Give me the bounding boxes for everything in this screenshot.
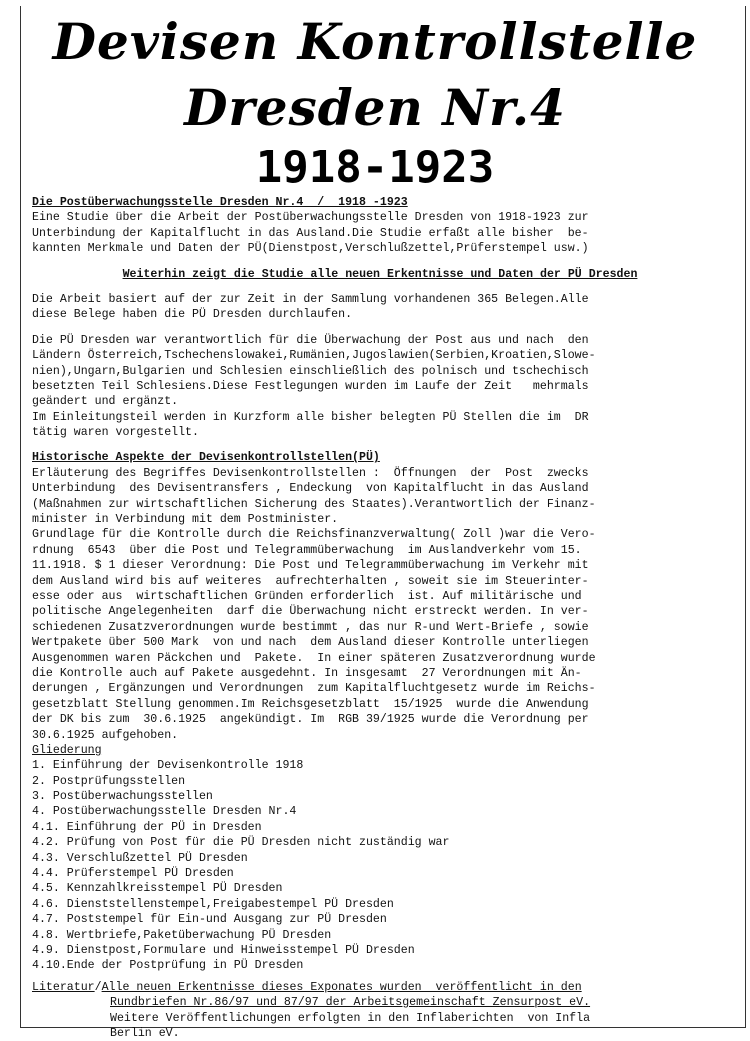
- text-line: kannten Merkmale und Daten der PÜ(Dienstpost,Verschlußzettel,Prüferstempel usw.): [32, 242, 589, 256]
- list-item: 2. Postprüfungsstellen: [32, 774, 186, 788]
- header-title-line1: Devisen Kontrollstelle: [52, 12, 698, 71]
- list-item: 4.10.Ende der Postprüfung in PÜ Dresden: [32, 959, 304, 973]
- list-item: 4.1. Einführung der PÜ in Dresden: [32, 820, 262, 834]
- list-item: 4.9. Dienstpost,Formulare und Hinweisstempel PÜ Dresden: [32, 943, 415, 957]
- literatur-line: Weitere Veröffentlichungen erfolgten in den Inflaberichten von Infla: [110, 1011, 591, 1025]
- document-body: [32, 195, 728, 1041]
- list-item: 3. Postüberwachungsstellen: [32, 790, 213, 804]
- section1-title: Die Postüberwachungsstelle Dresden Nr.4 / 1918 -1923: [32, 196, 408, 209]
- text-line: Die PÜ Dresden war verantwortlich für die Überwachung der Post aus und nach den: [32, 333, 589, 347]
- text-line: Grundlage für die Kontrolle durch die Reichsfinanzverwaltung( Zoll )war die Vero-: [32, 528, 596, 542]
- literatur-block: Literatur/Alle neuen Erkentnisse dieses Exponates wurden veröffentlicht in den Rundbriefen Nr.86/97 und 87/97 der Arbeitsgemeinschaft Zensurpost eV. Weitere Veröffentlichungen erfolgten in den Inflaberichten von Infla Berlin eV.: [32, 980, 728, 1041]
- list-item: 4.5. Kennzahlkreisstempel PÜ Dresden: [32, 882, 283, 896]
- text-line: diese Belege haben die PÜ Dresden durchlaufen.: [32, 308, 353, 322]
- list-item: 4.4. Prüferstempel PÜ Dresden: [32, 867, 234, 881]
- text-line: dem Ausland wird bis auf weiteres aufrechterhalten , soweit sie im Steuerinter-: [32, 574, 589, 588]
- text-line: Ausgenommen waren Päckchen und Pakete. In einer späteren Zusatzverordnung wurde: [32, 651, 596, 665]
- text-line: nien),Ungarn,Bulgarien und Schlesien einschließlich des polnisch und tschechisch: [32, 364, 589, 378]
- text-line: 11.1918. $ 1 dieser Verordnung: Die Post und Telegrammüberwachung im Verkehr mit: [32, 559, 589, 573]
- literatur-line: Alle neuen Erkentnisse dieses Exponates wurden veröffentlicht in den: [101, 980, 582, 994]
- list-item: 4.6. Dienststellenstempel,Freigabestempel PÜ Dresden: [32, 897, 394, 911]
- literatur-line: Rundbriefen Nr.86/97 und 87/97 der Arbeitsgemeinschaft Zensurpost eV.: [110, 996, 591, 1010]
- text-line: politische Angelegenheiten darf die Überwachung nicht erstreckt werden. In ver-: [32, 605, 589, 619]
- text-line: schiedenen Zusatzverordnungen wurde bestimmt , das nur R-und Wert-Briefe , sowie: [32, 620, 589, 634]
- text-line: der DK bis zum 30.6.1925 angekündigt. Im RGB 39/1925 wurde die Verordnung per: [32, 713, 589, 727]
- text-line: die Kontrolle auch auf Pakete ausgedehnt. In insgesamt 27 Verordnungen mit Än-: [32, 666, 582, 680]
- highlight-line: Weiterhin zeigt die Studie alle neuen Erkentnisse und Daten der PÜ Dresden: [122, 267, 638, 281]
- text-line: geändert und ergänzt.: [32, 395, 179, 409]
- text-line: Im Einleitungsteil werden in Kurzform alle bisher belegten PÜ Stellen die im DR: [32, 410, 589, 424]
- text-line: Eine Studie über die Arbeit der Postüberwachungsstelle Dresden von 1918-1923 zur: [32, 211, 589, 225]
- gliederung-list: [32, 758, 728, 973]
- text-line: Wertpakete über 500 Mark von und nach dem Ausland dieser Kontrolle unterliegen: [32, 636, 589, 650]
- gliederung-title: Gliederung: [32, 743, 102, 757]
- list-item: 4. Postüberwachungsstelle Dresden Nr.4: [32, 805, 297, 819]
- text-line: derungen , Ergänzungen und Verordnungen zum Kapitalfluchtgesetz wurde im Reichs-: [32, 682, 596, 696]
- text-line: Die Arbeit basiert auf der zur Zeit in der Sammlung vorhandenen 365 Belegen.Alle: [32, 292, 589, 306]
- literatur-line: Berlin eV.: [110, 1026, 180, 1040]
- text-line: Unterbindung des Devisentransfers , Endeckung von Kapitalflucht in das Ausland: [32, 482, 589, 496]
- section1-lines: [32, 210, 728, 256]
- text-line: (Maßnahmen zur wirtschaftlichen Sicherung des Staates).Verantwortlich der Finanz-: [32, 497, 596, 511]
- text-line: 30.6.1925 aufgehoben.: [32, 728, 179, 742]
- list-item: 4.2. Prüfung von Post für die PÜ Dresden nicht zuständig war: [32, 836, 450, 850]
- text-line: gesetzblatt Stellung genommen.Im Reichsgesetzblatt 15/1925 wurde die Anwendung: [32, 697, 589, 711]
- text-line: Erläuterung des Begriffes Devisenkontrollstellen : Öffnungen der Post zwecks: [32, 466, 589, 480]
- header-title-line2: Dresden Nr.4: [184, 78, 566, 137]
- list-item: 1. Einführung der Devisenkontrolle 1918: [32, 759, 304, 773]
- text-line: esse oder aus wirtschaftlichen Gründen erforderlich ist. Auf militärische und: [32, 589, 582, 603]
- text-line: Unterbindung der Kapitalflucht in das Ausland.Die Studie erfaßt alle bisher be-: [32, 226, 589, 240]
- literatur-label: Literatur: [32, 980, 95, 994]
- list-item: 4.3. Verschlußzettel PÜ Dresden: [32, 851, 248, 865]
- section2-lines: [32, 466, 728, 743]
- header-years: 1918-1923: [255, 142, 495, 193]
- text-line: minister in Verbindung mit dem Postminister.: [32, 513, 339, 527]
- text-line: rdnung 6543 über die Post und Telegrammüberwachung im Auslandverkehr vom 15.: [32, 543, 582, 557]
- paragraph-2: [32, 333, 728, 441]
- section2-title: Historische Aspekte der Devisenkontrollstellen(PÜ): [32, 451, 380, 465]
- text-line: Ländern Österreich,Tschechenslowakei,Rumänien,Jugoslawien(Serbien,Kroatien,Slowe-: [32, 349, 596, 363]
- text-line: tätig waren vorgestellt.: [32, 426, 199, 440]
- text-line: besetzten Teil Schlesiens.Diese Festlegungen wurden im Laufe der Zeit mehrmals: [32, 379, 589, 393]
- paragraph-1: [32, 292, 728, 323]
- list-item: 4.8. Wertbriefe,Paketüberwachung PÜ Dresden: [32, 928, 332, 942]
- list-item: 4.7. Poststempel für Ein-und Ausgang zur PÜ Dresden: [32, 913, 387, 927]
